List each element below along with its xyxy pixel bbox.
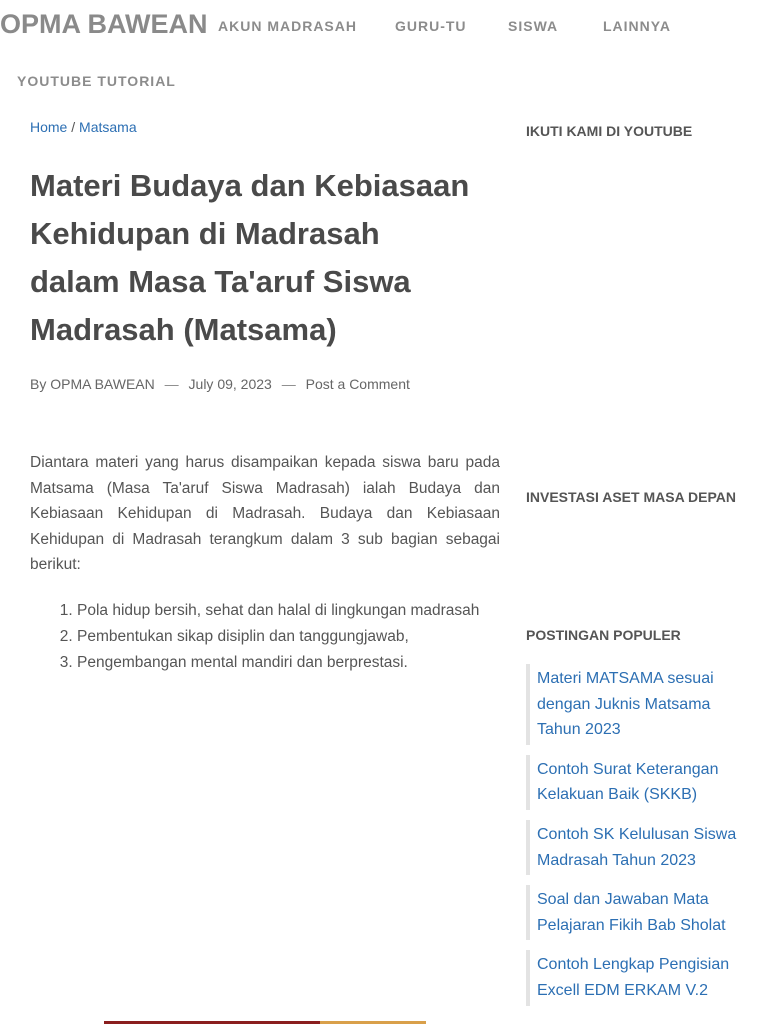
post-meta-by: By — [30, 376, 47, 392]
post-meta — [30, 376, 410, 392]
post-meta-separator: — — [281, 376, 296, 392]
breadcrumb-current-link[interactable]: Matsama — [79, 119, 137, 135]
site-header — [0, 0, 768, 105]
breadcrumb-home-link[interactable]: Home — [30, 119, 68, 135]
post-list — [30, 598, 547, 676]
popular-post-link[interactable]: Contoh Lengkap Pengisian Excell EDM ERKAM V.2 — [537, 956, 730, 999]
widget-title-investasi: INVESTASI ASET MASA DEPAN — [526, 489, 737, 505]
nav-item-lainnya[interactable]: LAINNYA — [603, 18, 671, 34]
popular-post-item — [526, 820, 741, 875]
post-author-link[interactable]: OPMA BAWEAN — [50, 376, 155, 392]
nav-item-akun-madrasah[interactable]: AKUN MADRASAH — [218, 18, 357, 34]
widget-title-youtube: IKUTI KAMI DI YOUTUBE — [526, 123, 693, 139]
popular-post-link[interactable]: Contoh SK Kelulusan Siswa Madrasah Tahun 2023 — [537, 825, 737, 869]
nav-item-siswa[interactable]: SISWA — [508, 18, 559, 34]
popular-post-item — [526, 885, 741, 940]
popular-posts-list — [526, 664, 741, 1016]
post-title: Materi Budaya dan Kebiasaan Kehidupan di Madrasah dalam Masa Ta'aruf Siswa Madrasah (Matsama) — [30, 168, 470, 347]
post-comment-link[interactable]: Post a Comment — [305, 376, 410, 392]
nav-item-youtube-tutorial[interactable]: YOUTUBE TUTORIAL — [17, 73, 176, 89]
widget-title-popular: POSTINGAN POPULER — [526, 627, 681, 643]
site-brand-link[interactable]: OPMA BAWEAN — [0, 9, 208, 39]
popular-post-item — [526, 664, 741, 745]
post-date-link[interactable]: July 09, 2023 — [188, 376, 272, 392]
post-intro-paragraph: Diantara materi yang harus disampaikan kepada siswa baru pada Matsama (Masa Ta'aruf Siswa Madrasah) ialah Budaya dan Kebiasaan Kehidupan di Madrasah. Budaya dan Kebiasaan Kehidupan di Madrasah terangkum dalam 3 sub bagian sebagai berikut: — [30, 454, 500, 574]
popular-post-link[interactable]: Contoh Surat Keterangan Kelakuan Baik (SKKB) — [537, 760, 719, 804]
post-meta-separator: — — [164, 376, 179, 392]
popular-post-link[interactable]: Soal dan Jawaban Mata Pelajaran Fikih Bab Sholat — [537, 891, 726, 934]
breadcrumb-separator: / — [71, 119, 76, 135]
list-item: 2. Pembentukan sikap disiplin dan tanggungjawab, — [77, 624, 547, 650]
nav-item-guru-tu[interactable]: GURU-TU — [395, 18, 467, 34]
breadcrumb — [30, 119, 137, 135]
list-item: 3. Pengembangan mental mandiri dan berprestasi. — [77, 650, 547, 676]
popular-post-item — [526, 755, 741, 810]
popular-post-link[interactable]: Materi MATSAMA sesuai dengan Juknis Matsama Tahun 2023 — [537, 670, 714, 739]
list-item: 1. Pola hidup bersih, sehat dan halal di lingkungan madrasah — [77, 598, 547, 624]
popular-post-item — [526, 950, 741, 1005]
